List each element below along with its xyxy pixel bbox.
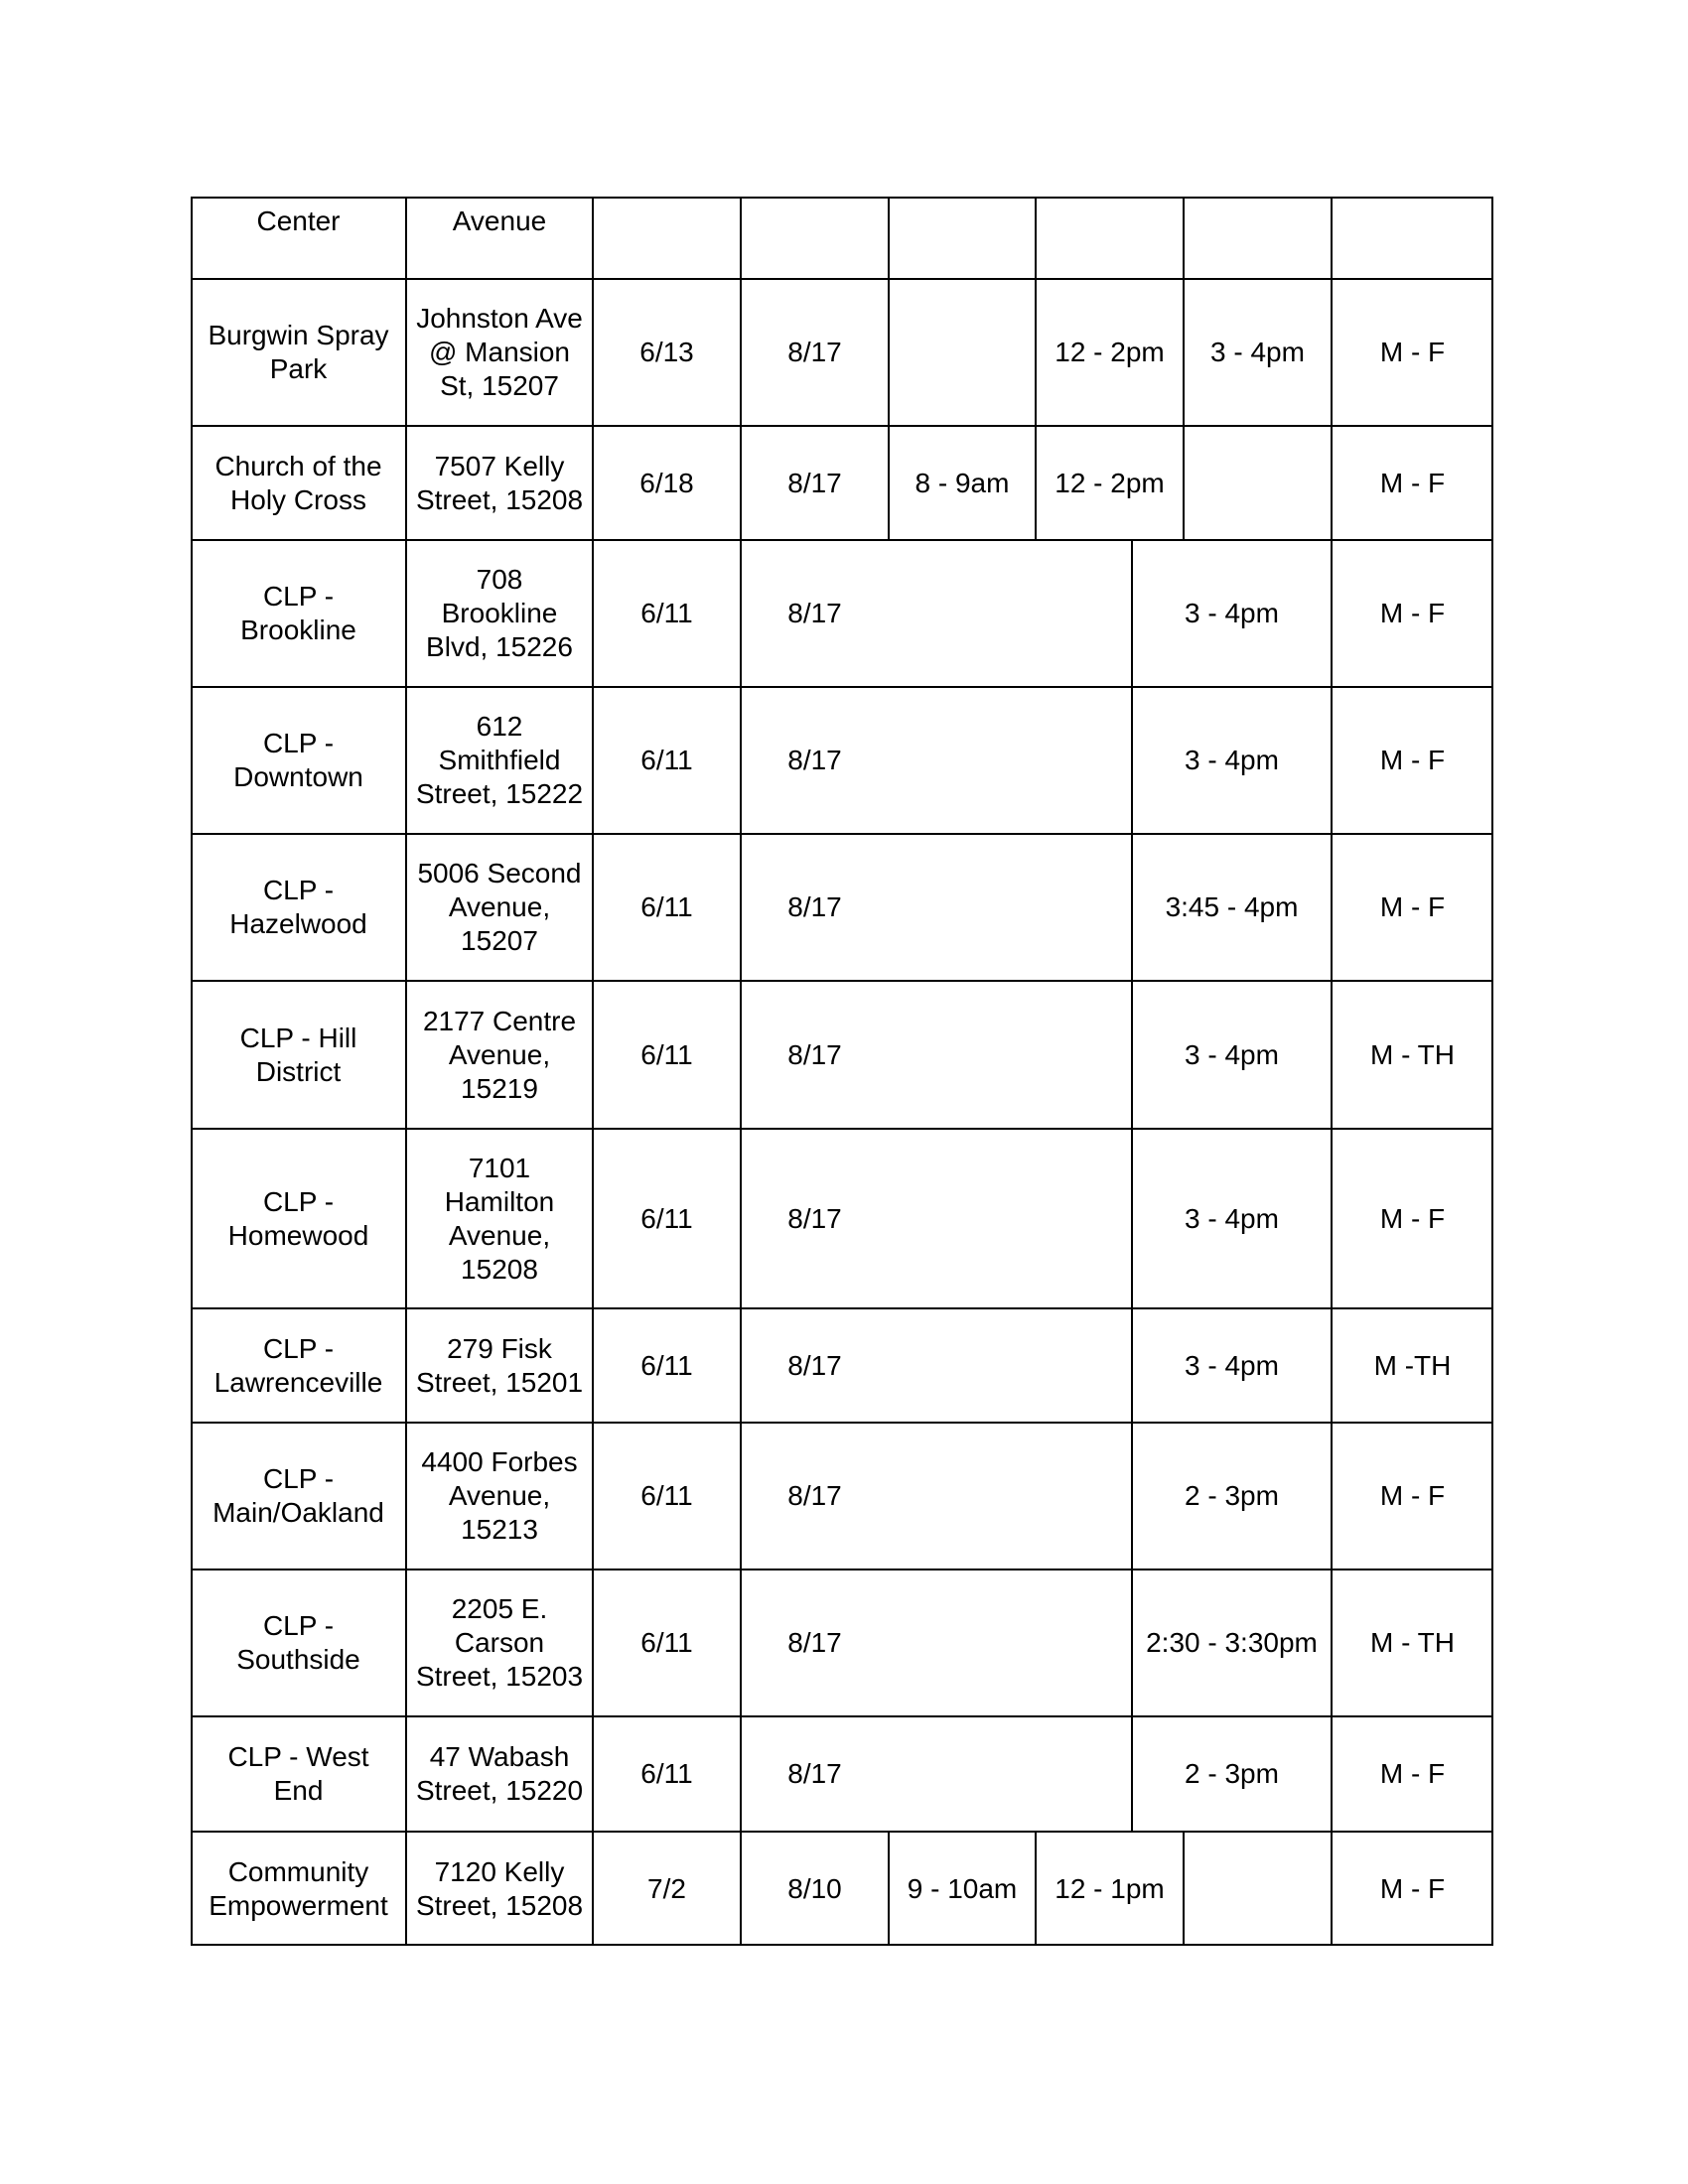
- cell-center: CLP - Brookline: [240, 581, 356, 645]
- cell-start-date: 6/11: [640, 598, 693, 628]
- cell-avenue: 7120 Kelly Street, 15208: [415, 1855, 584, 1921]
- cell-days: M - F: [1379, 1202, 1446, 1234]
- cell-snack-time: 3 - 4pm: [1185, 1202, 1279, 1234]
- header-cell: [1332, 197, 1493, 279]
- cell-avenue: 5006 Second Avenue, 15207: [417, 858, 582, 956]
- cell-avenue: 7101 Hamilton Avenue, 15208: [444, 1152, 555, 1285]
- cell-start-date: 6/11: [640, 745, 693, 775]
- cell-meal-merged: [889, 1570, 1132, 1716]
- cell-end-date: 8/17: [787, 337, 842, 367]
- cell-days: M - TH: [1369, 1627, 1456, 1658]
- cell-days: M -TH: [1373, 1349, 1452, 1381]
- cell-end-date: 8/17: [787, 1758, 842, 1789]
- cell-snack-time: 3:45 - 4pm: [1165, 891, 1299, 922]
- cell-start-date: 6/11: [640, 891, 693, 922]
- cell-avenue: 7507 Kelly Street, 15208: [415, 450, 584, 515]
- cell-days: M - F: [1379, 1872, 1446, 1904]
- cell-end-date: 8/17: [787, 1202, 842, 1234]
- cell-lunch-time: 12 - 2pm: [1055, 467, 1165, 498]
- cell-days: M - F: [1379, 1758, 1446, 1789]
- cell-meal-merged: [889, 1129, 1132, 1308]
- cell-center: CLP - Main/Oakland: [212, 1463, 384, 1528]
- cell-snack-time: 3 - 4pm: [1185, 1349, 1279, 1381]
- cell-snack-time: 2 - 3pm: [1185, 1480, 1279, 1511]
- cell-center: CLP - Lawrenceville: [213, 1332, 383, 1398]
- cell-meal-merged: [889, 540, 1132, 687]
- header-cell: Center: [256, 205, 341, 236]
- cell-days: M - F: [1379, 1480, 1446, 1511]
- cell-meal-merged: [889, 981, 1132, 1129]
- header-cell: [889, 197, 1036, 279]
- cell-start-date: 7/2: [647, 1872, 686, 1904]
- cell-end-date: 8/17: [787, 1038, 842, 1070]
- cell-end-date: 8/17: [787, 1480, 842, 1511]
- cell-snack-time: 3 - 4pm: [1185, 745, 1279, 775]
- cell-center: CLP - Homewood: [227, 1185, 369, 1251]
- cell-start-date: 6/11: [640, 1758, 693, 1789]
- cell-days: M - F: [1379, 337, 1446, 367]
- cell-days: M - F: [1379, 467, 1446, 498]
- cell-avenue: 2205 E. Carson Street, 15203: [415, 1593, 584, 1692]
- cell-snack-time: 3 - 4pm: [1185, 1038, 1279, 1070]
- cell-start-date: 6/13: [639, 337, 694, 367]
- header-cell: [1184, 197, 1332, 279]
- cell-start-date: 6/11: [640, 1480, 693, 1511]
- cell-breakfast-time: 8 - 9am: [914, 467, 1010, 498]
- cell-center: Church of the Holy Cross: [214, 450, 382, 515]
- cell-center: Burgwin Spray Park: [208, 320, 389, 384]
- cell-center: CLP - Hill District: [239, 1022, 357, 1087]
- cell-end-date: 8/10: [787, 1872, 842, 1904]
- cell-end-date: 8/17: [787, 745, 842, 775]
- cell-avenue: 708 Brookline Blvd, 15226: [426, 564, 573, 662]
- cell-days: M - F: [1379, 891, 1446, 922]
- cell-end-date: 8/17: [787, 467, 842, 498]
- cell-center: CLP - Downtown: [233, 728, 363, 792]
- cell-meal-merged: [889, 687, 1132, 834]
- cell-end-date: 8/17: [787, 1349, 842, 1381]
- cell-meal-merged: [889, 1423, 1132, 1570]
- cell-snack-time: [1184, 1832, 1332, 1946]
- cell-snack-time: [1184, 426, 1332, 540]
- header-cell: [593, 197, 741, 279]
- cell-center: Community Empowerment: [209, 1855, 388, 1921]
- cell-days: M - F: [1379, 598, 1446, 628]
- cell-breakfast-time: 9 - 10am: [907, 1872, 1018, 1904]
- cell-lunch-time: 12 - 1pm: [1055, 1872, 1165, 1904]
- cell-snack-time: 3 - 4pm: [1185, 598, 1279, 628]
- cell-start-date: 6/11: [640, 1627, 693, 1658]
- cell-days: M - TH: [1369, 1038, 1456, 1070]
- cell-start-date: 6/11: [640, 1038, 693, 1070]
- cell-avenue: 47 Wabash Street, 15220: [415, 1741, 584, 1806]
- cell-end-date: 8/17: [787, 598, 842, 628]
- header-cell: [741, 197, 889, 279]
- cell-days: M - F: [1379, 745, 1446, 775]
- cell-center: CLP - Southside: [236, 1610, 360, 1675]
- cell-start-date: 6/11: [640, 1349, 693, 1381]
- cell-center: CLP - West End: [227, 1741, 369, 1806]
- header-cell: [1036, 197, 1184, 279]
- cell-avenue: 279 Fisk Street, 15201: [415, 1332, 584, 1398]
- cell-meal-merged: [889, 1308, 1132, 1423]
- cell-lunch-time: 12 - 2pm: [1055, 337, 1165, 367]
- cell-avenue: 2177 Centre Avenue, 15219: [422, 1005, 577, 1104]
- cell-meal-merged: [889, 834, 1132, 981]
- cell-avenue: 612 Smithfield Street, 15222: [415, 711, 584, 809]
- cell-avenue: Johnston Ave @ Mansion St, 15207: [416, 303, 583, 401]
- cell-avenue: 4400 Forbes Avenue, 15213: [421, 1446, 578, 1545]
- cell-end-date: 8/17: [787, 891, 842, 922]
- cell-meal-merged: [889, 1716, 1132, 1832]
- cell-start-date: 6/11: [640, 1202, 693, 1234]
- cell-breakfast-time: [889, 279, 1036, 426]
- cell-snack-time: 2:30 - 3:30pm: [1146, 1627, 1318, 1658]
- cell-snack-time: 2 - 3pm: [1185, 1758, 1279, 1789]
- cell-end-date: 8/17: [787, 1627, 842, 1658]
- header-cell: Avenue: [452, 205, 547, 236]
- cell-center: CLP - Hazelwood: [229, 875, 367, 939]
- cell-start-date: 6/18: [639, 467, 694, 498]
- cell-snack-time: 3 - 4pm: [1210, 337, 1305, 367]
